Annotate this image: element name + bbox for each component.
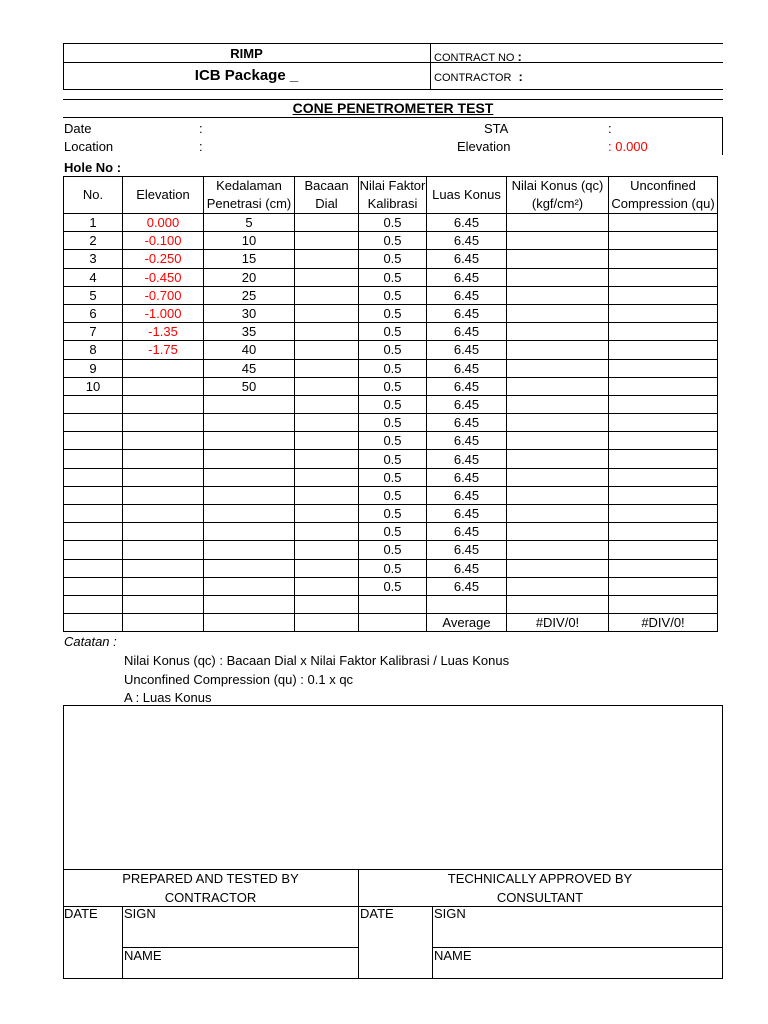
average-empty (123, 614, 204, 632)
cell-faktor: 0.5 (359, 505, 427, 523)
cell-luas: 6.45 (427, 395, 507, 413)
right-name-label: NAME (434, 948, 472, 963)
table-row (64, 468, 718, 486)
cell-bacaan (295, 432, 359, 450)
contractor-colon: : (518, 69, 523, 84)
average-empty (204, 614, 295, 632)
cell-faktor: 0.5 (359, 341, 427, 359)
table-row (64, 304, 718, 322)
cell-bacaan (295, 414, 359, 432)
table-row (64, 250, 718, 268)
average-qc: #DIV/0! (507, 614, 609, 632)
cell-bacaan (295, 323, 359, 341)
prepared-title: PREPARED AND TESTED BY (122, 871, 299, 886)
table-row (64, 541, 718, 559)
cell-faktor: 0.5 (359, 577, 427, 595)
hole-no-label: Hole No : (64, 160, 122, 175)
average-empty (295, 614, 359, 632)
cell-luas: 6.45 (427, 486, 507, 504)
cell-qu (609, 486, 718, 504)
cell-elevation (123, 541, 204, 559)
cell-elevation (123, 468, 204, 486)
cell-qc (507, 323, 609, 341)
cell-faktor: 0.5 (359, 304, 427, 322)
elevation-value: : 0.000 (608, 139, 648, 154)
table-row (64, 414, 718, 432)
col-header-kedalaman: Kedalaman Penetrasi (cm) (204, 177, 295, 214)
cell-no (64, 559, 123, 577)
sig-top-line (63, 869, 723, 870)
cell-faktor: 0.5 (359, 286, 427, 304)
cell-bacaan (295, 450, 359, 468)
table-row (64, 395, 718, 413)
cell-bacaan (295, 505, 359, 523)
cpt-table (63, 176, 718, 632)
left-name-label: NAME (124, 948, 162, 963)
cell-faktor: 0.5 (359, 468, 427, 486)
cell-no: 10 (64, 377, 123, 395)
cell-luas: 6.45 (427, 214, 507, 232)
cell-faktor: 0.5 (359, 395, 427, 413)
table-row (64, 505, 718, 523)
cell-elevation: -1.000 (123, 304, 204, 322)
cell-qc (507, 577, 609, 595)
cell-qu (609, 286, 718, 304)
cell-luas: 6.45 (427, 414, 507, 432)
header-bottom-line (63, 89, 723, 90)
cell-faktor: 0.5 (359, 232, 427, 250)
contractor-text: CONTRACTOR (434, 72, 512, 84)
sig-right-date-divider (432, 906, 433, 978)
table-row (64, 450, 718, 468)
project-name: RIMP (230, 46, 263, 61)
cell-no (64, 523, 123, 541)
cell-bacaan (295, 304, 359, 322)
cell-no: 8 (64, 341, 123, 359)
cell-no (64, 432, 123, 450)
table-row (64, 341, 718, 359)
cell-bacaan (295, 214, 359, 232)
cell-no (64, 577, 123, 595)
cell-qu (609, 468, 718, 486)
cell-kedalaman (204, 432, 295, 450)
cell-qu (609, 505, 718, 523)
table-row (64, 323, 718, 341)
cell-faktor (359, 595, 427, 613)
location-label: Location (64, 139, 114, 154)
cell-bacaan (295, 468, 359, 486)
cell-qc (507, 559, 609, 577)
col-header-qc: Nilai Konus (qc) (kgf/cm²) (507, 177, 609, 214)
cell-luas: 6.45 (427, 341, 507, 359)
header-top-line (63, 43, 723, 44)
cell-qu (609, 450, 718, 468)
col-header-elevation: Elevation (123, 177, 204, 214)
right-sign-label: SIGN (434, 906, 466, 921)
cell-qu (609, 232, 718, 250)
cell-luas: 6.45 (427, 359, 507, 377)
cell-elevation: -0.450 (123, 268, 204, 286)
table-row (64, 486, 718, 504)
cell-qu (609, 214, 718, 232)
cell-elevation: 0.000 (123, 214, 204, 232)
cell-no (64, 595, 123, 613)
cell-qc (507, 250, 609, 268)
cell-luas: 6.45 (427, 541, 507, 559)
table-row (64, 359, 718, 377)
cell-kedalaman: 25 (204, 286, 295, 304)
cell-qc (507, 450, 609, 468)
cell-qu (609, 341, 718, 359)
cell-kedalaman: 45 (204, 359, 295, 377)
cell-kedalaman (204, 577, 295, 595)
sta-label: STA (484, 121, 509, 136)
cell-qu (609, 523, 718, 541)
cell-kedalaman (204, 505, 295, 523)
table-row (64, 286, 718, 304)
cell-bacaan (295, 577, 359, 595)
cell-elevation: -0.700 (123, 286, 204, 304)
contract-no-text: CONTRACT NO (434, 52, 515, 64)
cell-qu (609, 268, 718, 286)
cell-elevation (123, 559, 204, 577)
cell-bacaan (295, 268, 359, 286)
cell-no (64, 505, 123, 523)
cell-no: 4 (64, 268, 123, 286)
cell-faktor: 0.5 (359, 432, 427, 450)
cell-qu (609, 377, 718, 395)
table-row (64, 559, 718, 577)
contract-no-colon: : (517, 49, 522, 64)
sig-bottom-line (63, 978, 723, 979)
cell-no: 6 (64, 304, 123, 322)
col-header-faktor: Nilai Faktor Kalibrasi (359, 177, 427, 214)
table-row (64, 377, 718, 395)
contract-no-label (434, 49, 522, 64)
table-row (64, 432, 718, 450)
cell-no (64, 541, 123, 559)
cell-elevation (123, 486, 204, 504)
sig-right-border (722, 705, 723, 978)
cell-kedalaman: 5 (204, 214, 295, 232)
table-header-row (64, 177, 718, 214)
cell-luas: 6.45 (427, 559, 507, 577)
cell-qu (609, 250, 718, 268)
average-label: Average (427, 614, 507, 632)
cell-qc (507, 486, 609, 504)
cell-elevation (123, 523, 204, 541)
cell-bacaan (295, 523, 359, 541)
info-right-border (722, 117, 723, 155)
cell-luas: 6.45 (427, 577, 507, 595)
cell-elevation (123, 414, 204, 432)
cell-qc (507, 414, 609, 432)
cell-qc (507, 286, 609, 304)
sig-left-date-divider (122, 906, 123, 978)
cell-elevation (123, 395, 204, 413)
cell-qu (609, 323, 718, 341)
cell-no: 3 (64, 250, 123, 268)
cell-no: 7 (64, 323, 123, 341)
cell-kedalaman: 35 (204, 323, 295, 341)
cell-bacaan (295, 559, 359, 577)
page-title: CONE PENETROMETER TEST (292, 100, 494, 116)
cell-qu (609, 595, 718, 613)
cell-luas: 6.45 (427, 323, 507, 341)
cell-qc (507, 304, 609, 322)
cell-bacaan (295, 595, 359, 613)
cell-bacaan (295, 541, 359, 559)
contractor-label (434, 69, 523, 84)
notes-label: Catatan : (64, 634, 117, 649)
header-mid-line (63, 62, 723, 63)
cell-luas: 6.45 (427, 232, 507, 250)
cell-kedalaman (204, 595, 295, 613)
cell-no (64, 395, 123, 413)
date-colon: : (199, 121, 203, 136)
table-row (64, 595, 718, 613)
location-colon: : (199, 139, 203, 154)
cell-kedalaman (204, 541, 295, 559)
cell-bacaan (295, 232, 359, 250)
cell-faktor: 0.5 (359, 450, 427, 468)
cell-no: 9 (64, 359, 123, 377)
cell-qu (609, 359, 718, 377)
elevation-label: Elevation (457, 139, 511, 154)
cell-luas: 6.45 (427, 468, 507, 486)
cell-qc (507, 541, 609, 559)
cell-no (64, 450, 123, 468)
notes-bottom-line (63, 705, 723, 706)
cell-qu (609, 577, 718, 595)
note-line: Unconfined Compression (qu) : 0.1 x qc (124, 672, 354, 687)
cell-kedalaman: 50 (204, 377, 295, 395)
cell-elevation (123, 450, 204, 468)
cell-qu (609, 432, 718, 450)
cell-bacaan (295, 377, 359, 395)
cell-kedalaman: 20 (204, 268, 295, 286)
cell-kedalaman: 30 (204, 304, 295, 322)
cell-faktor: 0.5 (359, 214, 427, 232)
cell-bacaan (295, 359, 359, 377)
cell-no (64, 468, 123, 486)
cell-luas: 6.45 (427, 377, 507, 395)
cell-qc (507, 232, 609, 250)
left-sign-label: SIGN (124, 906, 156, 921)
cell-kedalaman: 15 (204, 250, 295, 268)
cell-elevation (123, 377, 204, 395)
cell-elevation: -1.35 (123, 323, 204, 341)
cell-faktor: 0.5 (359, 559, 427, 577)
cell-qc (507, 523, 609, 541)
table-row (64, 268, 718, 286)
cell-no: 5 (64, 286, 123, 304)
cell-elevation (123, 359, 204, 377)
average-row (64, 614, 718, 632)
cell-bacaan (295, 341, 359, 359)
col-header-no: No. (64, 177, 123, 214)
approved-title: TECHNICALLY APPROVED BY (447, 871, 633, 886)
cell-faktor: 0.5 (359, 323, 427, 341)
cell-faktor: 0.5 (359, 359, 427, 377)
sig-left-border (63, 705, 64, 978)
title-bottom-line (63, 117, 723, 118)
average-empty (64, 614, 123, 632)
cell-elevation: -0.100 (123, 232, 204, 250)
cell-kedalaman (204, 414, 295, 432)
cell-qc (507, 377, 609, 395)
cell-qc (507, 268, 609, 286)
cell-faktor: 0.5 (359, 414, 427, 432)
cell-elevation (123, 577, 204, 595)
cell-kedalaman (204, 523, 295, 541)
cell-qc (507, 432, 609, 450)
cell-bacaan (295, 250, 359, 268)
cell-bacaan (295, 395, 359, 413)
cell-kedalaman: 40 (204, 341, 295, 359)
date-label: Date (64, 121, 92, 136)
average-empty (359, 614, 427, 632)
cell-kedalaman (204, 559, 295, 577)
cell-qu (609, 541, 718, 559)
cell-faktor: 0.5 (359, 523, 427, 541)
cell-qc (507, 214, 609, 232)
cell-faktor: 0.5 (359, 377, 427, 395)
table-row (64, 523, 718, 541)
cell-no (64, 486, 123, 504)
cell-faktor: 0.5 (359, 268, 427, 286)
cell-elevation: -0.250 (123, 250, 204, 268)
sig-right-mid-line (432, 947, 722, 948)
cell-luas: 6.45 (427, 268, 507, 286)
cell-luas: 6.45 (427, 505, 507, 523)
cell-kedalaman (204, 486, 295, 504)
table-row (64, 214, 718, 232)
average-qu: #DIV/0! (609, 614, 718, 632)
cell-qc (507, 468, 609, 486)
table-row (64, 577, 718, 595)
cell-qu (609, 395, 718, 413)
cell-faktor: 0.5 (359, 541, 427, 559)
cell-qu (609, 559, 718, 577)
cell-no (64, 414, 123, 432)
cell-kedalaman (204, 395, 295, 413)
right-date-label: DATE (360, 906, 394, 921)
cell-luas: 6.45 (427, 450, 507, 468)
cell-bacaan (295, 486, 359, 504)
approved-party: CONSULTANT (496, 890, 584, 905)
header-divider (430, 43, 431, 89)
prepared-party: CONTRACTOR (164, 890, 257, 905)
cell-kedalaman (204, 450, 295, 468)
cell-elevation (123, 595, 204, 613)
col-header-luas: Luas Konus (427, 177, 507, 214)
cell-luas: 6.45 (427, 304, 507, 322)
col-header-qu: Unconfined Compression (qu) (609, 177, 718, 214)
note-line: A : Luas Konus (124, 690, 212, 705)
left-date-label: DATE (64, 906, 98, 921)
cell-bacaan (295, 286, 359, 304)
cell-faktor: 0.5 (359, 486, 427, 504)
cell-qu (609, 414, 718, 432)
cell-no: 2 (64, 232, 123, 250)
package-name: ICB Package _ (194, 67, 299, 84)
cell-luas: 6.45 (427, 286, 507, 304)
cell-qc (507, 341, 609, 359)
cell-qc (507, 359, 609, 377)
table-row (64, 232, 718, 250)
cell-qc (507, 395, 609, 413)
cell-elevation (123, 432, 204, 450)
cell-qc (507, 505, 609, 523)
col-header-bacaan: Bacaan Dial (295, 177, 359, 214)
cell-qc (507, 595, 609, 613)
cell-qu (609, 304, 718, 322)
cell-elevation: -1.75 (123, 341, 204, 359)
cell-no: 1 (64, 214, 123, 232)
note-line: Nilai Konus (qc) : Bacaan Dial x Nilai Faktor Kalibrasi / Luas Konus (124, 653, 510, 668)
cell-kedalaman: 10 (204, 232, 295, 250)
cell-faktor: 0.5 (359, 250, 427, 268)
cell-luas (427, 595, 507, 613)
cell-elevation (123, 505, 204, 523)
cell-kedalaman (204, 468, 295, 486)
cell-luas: 6.45 (427, 523, 507, 541)
cell-luas: 6.45 (427, 432, 507, 450)
sta-colon: : (608, 121, 612, 136)
cell-luas: 6.45 (427, 250, 507, 268)
